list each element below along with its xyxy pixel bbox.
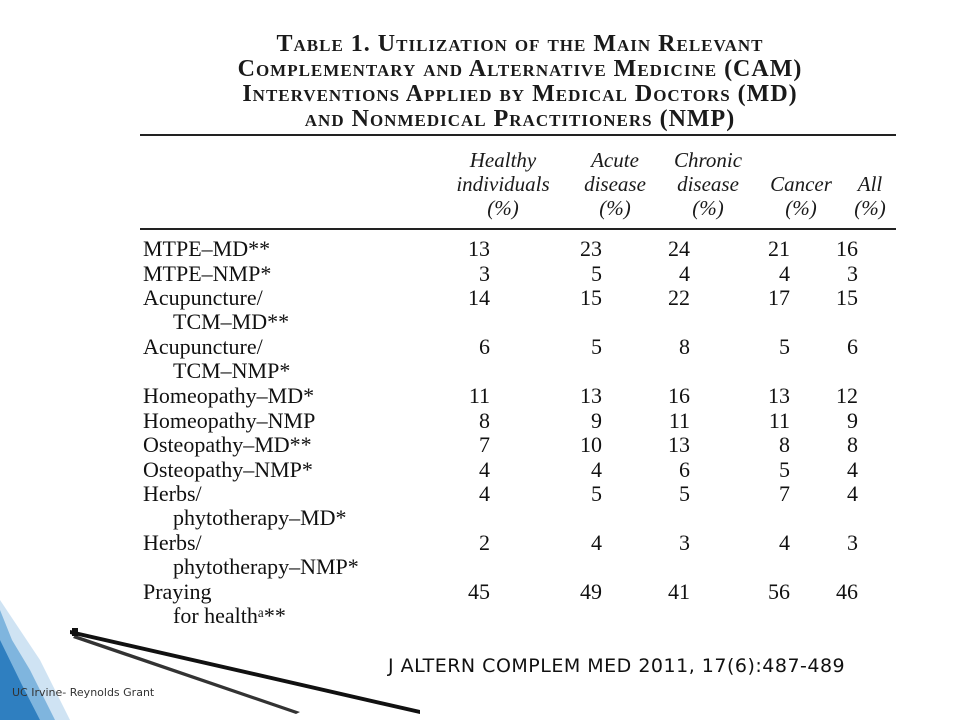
row-label	[143, 580, 286, 628]
table-cell: 4	[779, 260, 790, 286]
table-cell: 23	[580, 236, 602, 261]
row-label-line: phytotherapy–NMP*	[173, 554, 359, 579]
table-cell: 5	[591, 334, 602, 359]
table-cell: 4	[591, 456, 602, 482]
table-cell: 3	[679, 530, 690, 555]
table-cell: 11	[468, 383, 490, 408]
row-label	[143, 482, 347, 530]
row-label-line: Praying	[143, 579, 212, 604]
table-cell: 46	[836, 579, 858, 604]
table-cell: 6	[847, 334, 858, 359]
row-label-line: Homeopathy–NMP	[143, 407, 316, 433]
row-label	[143, 384, 314, 408]
table-cell: 8	[479, 407, 490, 433]
table-cell: 4	[479, 456, 490, 482]
table-cell: 13	[768, 383, 790, 408]
table-cell: 15	[580, 285, 602, 310]
row-label	[143, 286, 289, 334]
table-cell: 3	[847, 260, 858, 286]
table-cell: 15	[836, 285, 858, 310]
table-cell: 5	[779, 456, 790, 482]
table-cell: 3	[479, 260, 490, 286]
row-label-line: MTPE–NMP*	[143, 260, 272, 286]
table-cell: 4	[847, 481, 858, 506]
table-cell: 5	[591, 481, 602, 506]
row-label	[143, 409, 315, 433]
table-cell: 17	[768, 285, 790, 310]
table-cell: 13	[668, 432, 690, 457]
table-cell: 8	[679, 334, 690, 359]
table-cell: 3	[847, 530, 858, 555]
table-cell: 5	[779, 334, 790, 359]
row-label-line: Herbs/	[143, 530, 202, 555]
table-cell: 16	[668, 383, 690, 408]
row-label-line: TCM–NMP*	[173, 358, 291, 383]
table-cell: 7	[479, 432, 490, 457]
row-label	[143, 335, 290, 383]
table-title-line: and Nonmedical Practitioners (NMP)	[304, 106, 736, 132]
table-cell: 56	[768, 579, 790, 604]
table-cell: 24	[668, 236, 690, 261]
row-label	[143, 531, 359, 579]
row-label-line: Acupuncture/	[143, 285, 263, 310]
table-title-line: Table 1. Utilization of the Main Relevant	[276, 31, 764, 57]
top-rule	[140, 134, 896, 136]
table-title-line: Interventions Applied by Medical Doctors (MD)	[242, 81, 798, 107]
table-cell: 4	[591, 530, 602, 555]
table-cell: 4	[847, 456, 858, 482]
table-cell: 14	[468, 285, 490, 310]
row-label-line: Osteopathy–NMP*	[143, 456, 313, 482]
table-cell: 5	[591, 260, 602, 286]
table-cell: 9	[847, 407, 858, 433]
header-rule	[140, 228, 896, 230]
column-header-cancer: Cancer (%)	[770, 172, 832, 220]
row-label	[143, 433, 312, 457]
table-cell: 8	[847, 432, 858, 457]
row-label-line: for healthᵃ**	[173, 603, 286, 628]
row-label	[143, 262, 271, 286]
citation: J ALTERN COMPLEM MED 2011, 17(6):487-489	[388, 655, 846, 677]
row-label-line: Homeopathy–MD*	[143, 383, 315, 408]
table-cell: 49	[580, 579, 602, 604]
table-cell: 5	[679, 481, 690, 506]
table-cell: 45	[468, 579, 490, 604]
table-cell: 2	[479, 530, 490, 555]
row-label-line: Herbs/	[143, 481, 202, 506]
table-cell: 16	[836, 236, 858, 261]
row-label-line: Osteopathy–MD**	[143, 432, 312, 457]
table-cell: 8	[779, 432, 790, 457]
table-title	[140, 32, 900, 132]
row-label-line: Acupuncture/	[143, 334, 263, 359]
column-header-all: All (%)	[854, 172, 886, 220]
table-cell: 22	[668, 285, 690, 310]
column-header-chronic: Chronic disease (%)	[673, 148, 743, 220]
table-cell: 11	[668, 407, 690, 433]
row-label	[143, 458, 313, 482]
table-cell: 9	[591, 407, 602, 433]
table-scan	[140, 28, 900, 638]
table-cell: 6	[479, 334, 490, 359]
table-cell: 7	[779, 481, 790, 506]
row-label-line: TCM–MD**	[173, 309, 290, 334]
table-cell: 6	[679, 456, 690, 482]
table-cell: 11	[768, 407, 790, 433]
table-cell: 4	[779, 530, 790, 555]
row-label	[143, 237, 270, 261]
row-label-line: phytotherapy–MD*	[173, 505, 347, 530]
column-header-acute: Acute disease (%)	[584, 148, 646, 220]
row-label-line: MTPE–MD**	[143, 236, 271, 261]
table-cell: 10	[580, 432, 602, 457]
table-cell: 4	[679, 260, 690, 286]
column-header-healthy: Healthy individuals (%)	[456, 148, 550, 220]
table-cell: 4	[479, 481, 490, 506]
table-cell: 13	[468, 236, 490, 261]
table-cell: 21	[768, 236, 790, 261]
credit-footer: UC Irvine- Reynolds Grant	[12, 686, 155, 699]
table-cell: 13	[580, 383, 602, 408]
table-cell: 41	[668, 579, 690, 604]
table-cell: 12	[836, 383, 858, 408]
table-title-line: Complementary and Alternative Medicine (CAM)	[237, 56, 803, 82]
